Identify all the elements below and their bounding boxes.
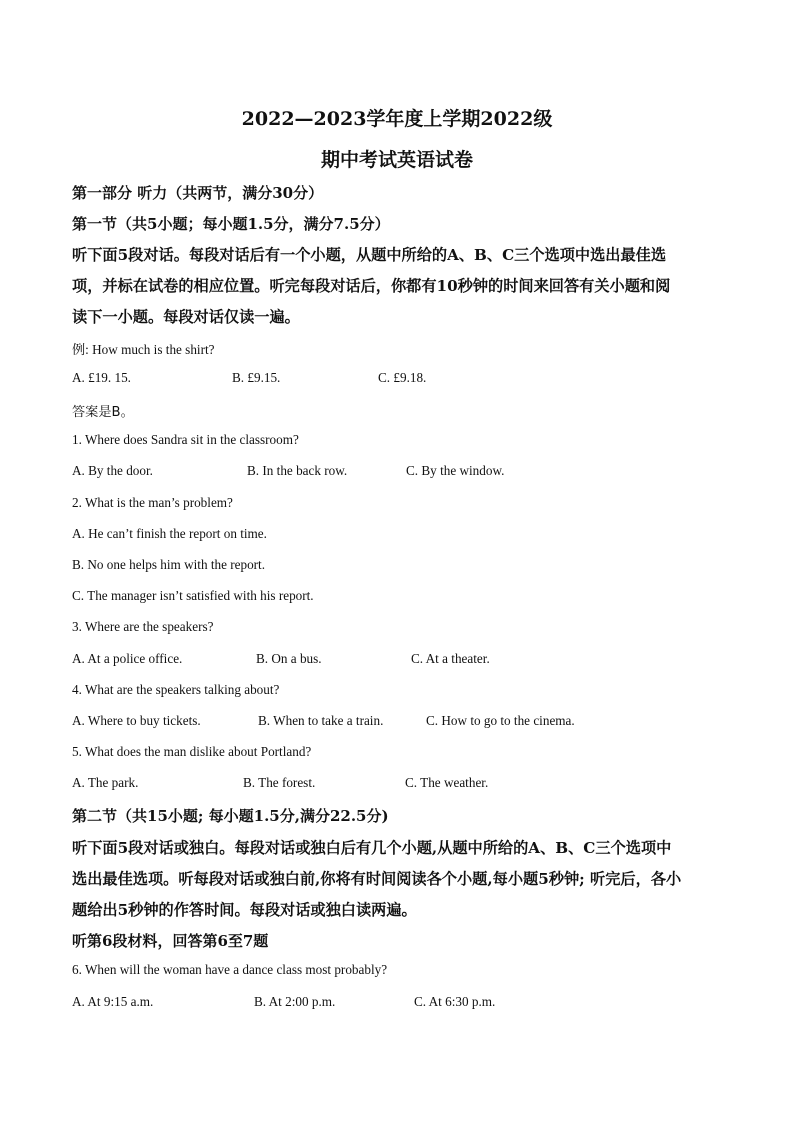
exam-title-line1: 2022—2023学年度上学期2022级	[241, 108, 553, 130]
question-6: 6. When will the woman have a dance class most probably?	[72, 962, 388, 977]
section2-instructions-line1: 听下面5段对话或独白。每段对话或独白后有几个小题,从题中所给的A、B、C三个选项中	[72, 839, 672, 857]
question-1-option-a: A. By the door.	[72, 463, 153, 478]
question-4-option-c: C. How to go to the cinema.	[426, 713, 575, 728]
question-4: 4. What are the speakers talking about?	[72, 682, 280, 697]
example-answer: 答案是B。	[72, 405, 134, 420]
exam-title-line2: 期中考试英语试卷	[320, 149, 473, 171]
question-5-option-a: A. The park.	[72, 775, 139, 790]
section2-instructions-line2: 选出最佳选项。听每段对话或独白前,你将有时间阅读各个小题,每小题5秒钟; 听完后，各小	[72, 870, 682, 888]
question-3-option-c: C. At a theater.	[411, 651, 490, 666]
question-3-option-a: A. At a police office.	[72, 651, 183, 666]
question-2-option-b: B. No one helps him with the report.	[72, 557, 266, 572]
question-6-option-b: B. At 2:00 p.m.	[254, 994, 336, 1009]
question-4-option-a: A. Where to buy tickets.	[72, 713, 201, 728]
question-6-option-a: A. At 9:15 a.m.	[72, 994, 154, 1009]
example-question: 例: How much is the shirt?	[72, 342, 215, 357]
question-6-option-c: C. At 6:30 p.m.	[414, 994, 496, 1009]
example-option-a: A. £19. 15.	[72, 370, 131, 385]
question-5-option-b: B. The forest.	[243, 775, 316, 790]
section2-instructions-line3: 题给出5秒钟的作答时间。每段对话或独白读两遍。	[72, 901, 417, 919]
question-4-option-b: B. When to take a train.	[258, 713, 384, 728]
section1-instructions-line3: 读下一小题。每段对话仅读一遍。	[72, 308, 300, 326]
question-2-option-a: A. He can’t finish the report on time.	[72, 526, 267, 541]
section1-instructions-line1: 听下面5段对话。每段对话后有一个小题，从题中所给的A、B、C三个选项中选出最佳选	[72, 246, 667, 264]
section1-heading: 第一节（共5小题；每小题1.5分，满分7.5分）	[72, 215, 390, 233]
question-3: 3. Where are the speakers?	[72, 619, 214, 634]
material-6-heading: 听第6段材料，回答第6至7题	[72, 932, 269, 950]
question-5: 5. What does the man dislike about Portland?	[72, 744, 312, 759]
section2-heading: 第二节（共15小题; 每小题1.5分,满分22.5分)	[72, 807, 389, 825]
section1-instructions-line2: 项，并标在试卷的相应位置。听完每段对话后，你都有10秒钟的时间来回答有关小题和阅	[72, 277, 671, 295]
question-3-option-b: B. On a bus.	[256, 651, 322, 666]
question-5-option-c: C. The weather.	[405, 775, 489, 790]
question-1-option-b: B. In the back row.	[247, 463, 348, 478]
example-option-b: B. £9.15.	[232, 370, 281, 385]
part1-heading: 第一部分 听力（共两节，满分30分）	[72, 184, 324, 202]
example-option-c: C. £9.18.	[378, 370, 427, 385]
question-1: 1. Where does Sandra sit in the classroom?	[72, 432, 299, 447]
question-1-option-c: C. By the window.	[406, 463, 505, 478]
question-2-option-c: C. The manager isn’t satisfied with his report.	[72, 588, 314, 603]
question-2: 2. What is the man’s problem?	[72, 495, 233, 510]
